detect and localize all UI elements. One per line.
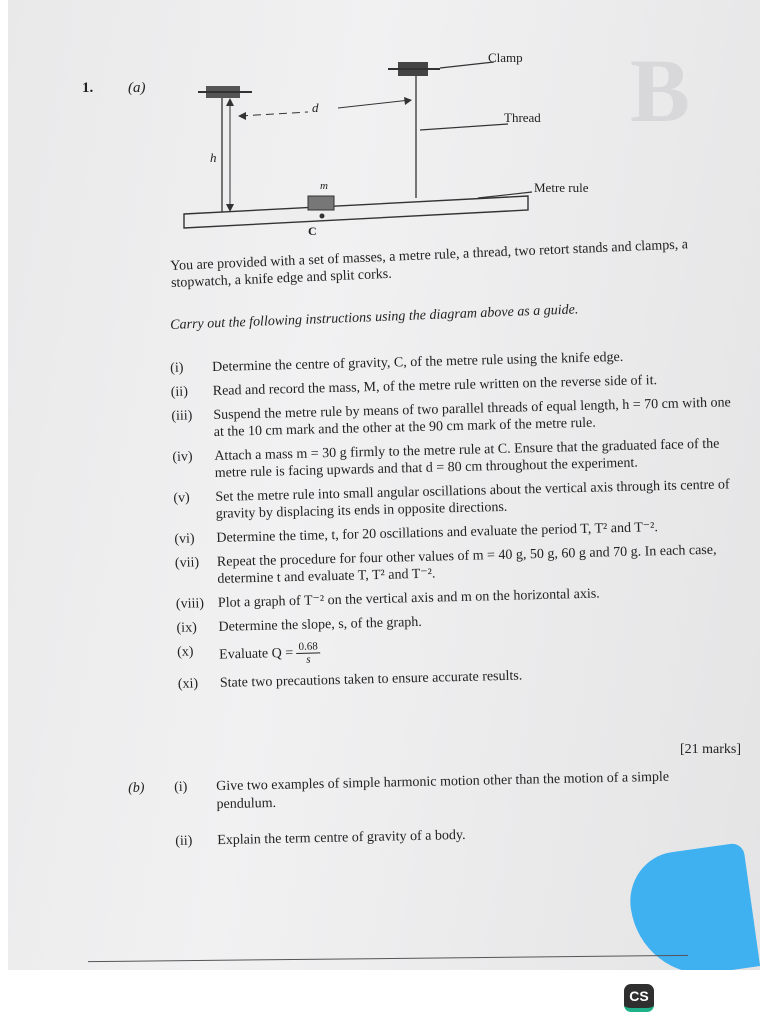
step-number: (viii) <box>175 596 205 612</box>
step-number: (ix) <box>176 620 197 636</box>
step-number: (vi) <box>174 531 195 547</box>
list-item <box>172 435 733 483</box>
list-item <box>177 630 737 669</box>
scanned-page <box>8 0 760 970</box>
experiment-diagram <box>8 0 760 250</box>
item-number: (i) <box>174 779 188 796</box>
list-item <box>129 822 689 852</box>
fraction-denominator: s <box>306 653 311 666</box>
part-b <box>128 768 690 870</box>
step-number: (v) <box>173 490 190 506</box>
step-text: Plot a graph of T⁻² on the vertical axis and m on the horizontal axis. <box>217 586 600 611</box>
step-text: State two precautions taken to ensure accurate results. <box>219 668 523 691</box>
step-text: Attach a mass m = 30 g firmly to the metre rule at C. Ensure that the graduated face of the metre rule is facing upwards and that d = 80 cm throughout the experiment. <box>214 436 720 481</box>
list-item <box>171 394 732 442</box>
d-arrow-head-left <box>238 112 246 120</box>
part-a-label: (a) <box>128 80 146 96</box>
page-edge-line <box>88 955 688 962</box>
d-arrow-head-right <box>404 97 412 105</box>
d-arrow-left <box>240 112 308 116</box>
fraction <box>296 640 320 666</box>
question-number: 1. <box>82 80 94 96</box>
step-number: (i) <box>170 360 184 376</box>
clamp-label: Clamp <box>488 50 523 65</box>
c-label: C <box>308 224 317 238</box>
fraction-numerator: 0.68 <box>296 640 320 654</box>
thread-pointer <box>420 124 508 130</box>
item-number: (ii) <box>175 833 193 850</box>
step-number: (x) <box>176 644 194 660</box>
intro-paragraph: You are provided with a set of masses, a metre rule, a thread, two retort stands and clamps, a stopwatch, a knife edge and split corks. <box>170 237 689 291</box>
steps-list <box>170 346 738 700</box>
step-text: Determine the slope, s, of the graph. <box>218 614 422 635</box>
bleed-through-mark: B <box>630 42 691 141</box>
item-text: Give two examples of simple harmonic motion other than the motion of a simple pendulum. <box>216 769 670 813</box>
m-label: m <box>320 180 328 192</box>
step-text: Determine the time, t, for 20 oscillations and evaluate the period T, T² and T⁻². <box>216 520 659 546</box>
step-text: Read and record the mass, M, of the metre rule written on the reverse side of it. <box>212 373 658 399</box>
metre-rule-label: Metre rule <box>534 180 589 195</box>
step-text: Repeat the procedure for four other values of m = 40 g, 50 g, 60 g and 70 g. In each case, determine t and evaluate T, T² and T⁻². <box>216 542 717 587</box>
step-number: (vii) <box>174 555 200 571</box>
d-arrow-right <box>338 100 410 108</box>
item-text: Explain the term centre of gravity of a body. <box>217 827 466 849</box>
list-item <box>173 476 734 524</box>
part-b-label: (b) <box>128 780 145 796</box>
thread-label: Thread <box>504 110 541 125</box>
centre-of-gravity-dot <box>320 214 325 219</box>
marks-part-a: [21 marks] <box>680 742 742 757</box>
instruction-line: Carry out the following instructions using the diagram above as a guide. <box>170 302 579 333</box>
mass-block <box>308 196 334 210</box>
step-number: (iv) <box>172 449 193 465</box>
blue-scribble <box>624 842 760 970</box>
step-number: (ii) <box>170 384 189 400</box>
step-text: Suspend the metre rule by means of two parallel threads of equal length, h = 70 cm with one at the 10 cm mark and the other at the 90 cm mark of the metre rule. <box>213 395 731 440</box>
step-number: (iii) <box>171 408 193 424</box>
step-text: Determine the centre of gravity, C, of the metre rule using the knife edge. <box>212 349 624 375</box>
metre-rule <box>184 196 528 228</box>
h-label: h <box>210 150 217 165</box>
step-text: Evaluate Q = <box>219 645 294 663</box>
list-item <box>128 768 689 816</box>
step-text: Set the metre rule into small angular oscillations about the vertical axis through its centre of gravity by displacing its ends in opposite directions. <box>215 477 730 522</box>
camscanner-badge: CS <box>624 984 654 1012</box>
clamp-pointer <box>440 62 494 68</box>
h-arrow-head-top <box>226 98 234 106</box>
list-item <box>175 541 736 589</box>
step-number: (xi) <box>177 676 199 692</box>
d-label: d <box>312 100 319 115</box>
